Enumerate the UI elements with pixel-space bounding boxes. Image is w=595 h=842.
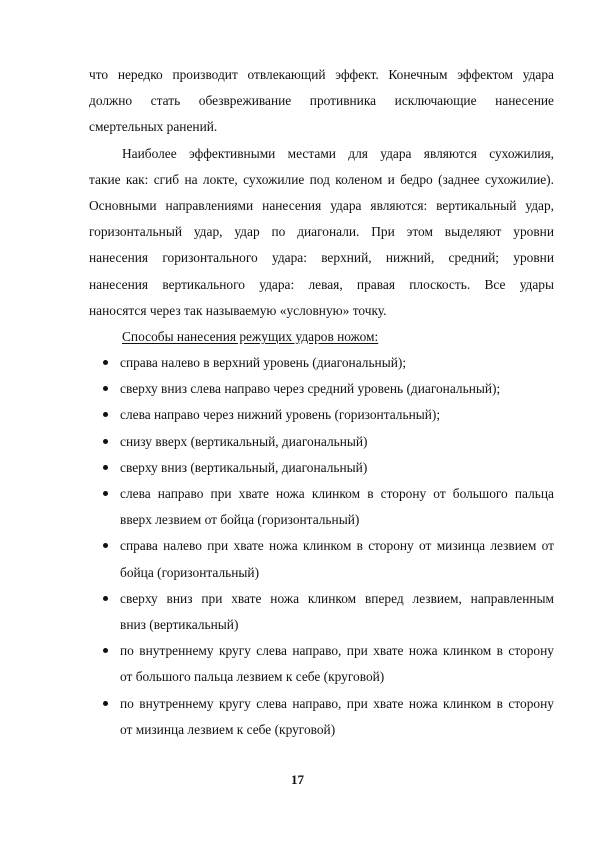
list-heading [89,324,554,350]
list-item [89,586,554,638]
list-item [89,455,554,481]
bullet-icon [103,648,108,653]
page-content [89,62,554,743]
list-item-line: бойца (горизонтальный) [120,564,260,580]
bullet-icon [103,596,108,601]
list-item-line: вверх лезвием от бойца (горизонтальный) [120,512,360,528]
list-item-line: сверху вниз (вертикальный, диагональный) [120,459,368,475]
text-line: что нередко производит отвлекающий эффект. Конечным эффектом удара [89,67,554,82]
paragraph-continuation [89,62,554,141]
list-item-line: вниз (вертикальный) [120,616,239,632]
list-item [89,429,554,455]
paragraph-effective-places [89,141,554,324]
page-number: 17 [291,772,304,787]
list-item-line: от мизинца лезвием к себе (круговой) [120,721,336,737]
text-line: должно стать обезвреживание противника исключающие нанесение [89,93,554,109]
list-item-line: слева направо через нижний уровень (горизонтальный); [120,407,441,423]
text-line: Основными направлениями нанесения удара являются: вертикальный удар, [89,197,554,213]
text-line: Наиболее эффективными местами для удара являются сухожилия, [122,145,554,161]
bullet-icon [103,701,108,706]
list-item-line: от большого пальца лезвием к себе (круговой) [120,669,385,685]
list-item-line: сверху вниз при хвате ножа клинком вперед лезвием, направленным [120,590,554,606]
text-line: нанесения горизонтального удара: верхний, нижний, средний; уровни [89,250,554,266]
text-line: наносятся через так называемую «условную» точку. [89,302,387,318]
list-item [89,691,554,743]
list-item-line: сверху вниз слева направо через средний уровень (диагональный); [120,381,501,397]
list-item-line: по внутреннему кругу слева направо, при хвате ножа клинком в сторону [120,643,554,659]
list-item-line: по внутреннему кругу слева направо, при хвате ножа клинком в сторону [120,695,554,711]
list-item-line: слева направо при хвате ножа клинком в сторону от большого пальца [120,486,554,501]
bullet-icon [103,439,108,444]
list-item [89,376,554,402]
list-item-line: снизу вверх (вертикальный, диагональный) [120,433,368,449]
text-line: горизонтальный удар, удар по диагонали. При этом выделяют уровни [89,224,554,240]
text-line: нанесения вертикального удара: левая, правая плоскость. Все удары [89,276,554,292]
bullet-icon [103,491,108,496]
list-item [89,533,554,585]
cut-methods-list [89,350,554,743]
list-item-line: справа налево в верхний уровень (диагональный); [120,355,407,371]
list-item [89,638,554,690]
text-line: такие как: сгиб на локте, сухожилие под коленом и бедро (заднее сухожилие). [89,171,554,187]
list-heading-text: Способы нанесения режущих ударов ножом: [122,328,379,344]
bullet-icon [103,412,108,417]
list-item [89,481,554,533]
bullet-icon [103,360,108,365]
bullet-icon [103,465,108,470]
bullet-icon [103,543,108,548]
list-item [89,402,554,428]
bullet-icon [103,386,108,391]
list-item [89,350,554,376]
text-line: смертельных ранений. [89,119,218,135]
list-item-line: справа налево при хвате ножа клинком в сторону от мизинца лезвием от [120,538,554,554]
